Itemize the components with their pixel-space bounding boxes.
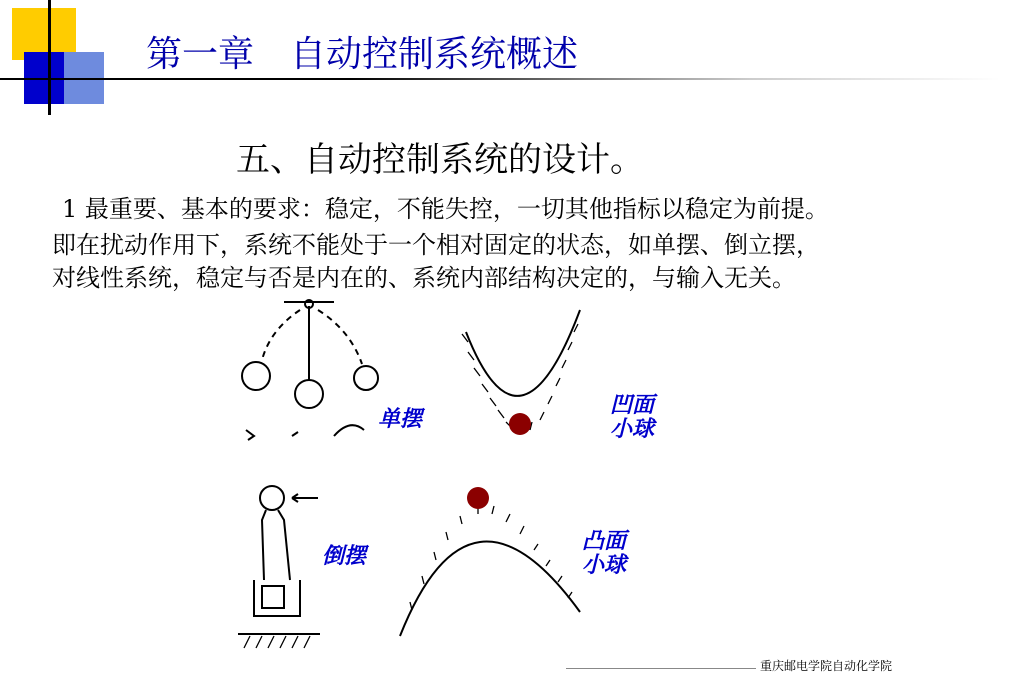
footer-rule [566,668,756,669]
concave-figure [462,310,580,430]
convex-figure [400,506,580,636]
body-line-2: 即在扰动作用下，系统不能处于一个相对固定的状态，如单摆、倒立摆， [52,231,820,259]
body-line-3: 对线性系统，稳定与否是内在的、系统内部结构决定的，与输入无关。 [52,264,796,292]
section-heading: 五、自动控制系统的设计。 [236,140,644,180]
pendulum-figure [242,300,378,440]
body-line-1: 1 最重要、基本的要求：稳定，不能失控，一切其他指标以稳定为前提。 [62,195,829,223]
pendulum-label: 单摆 [378,407,423,432]
concave-ball-label: 凹面小球 [610,393,655,442]
inverted-pendulum-figure [238,486,320,648]
convex-ball-label: 凸面小球 [582,529,627,578]
convex-ball [467,487,489,509]
concave-ball [509,413,531,435]
chapter-title: 第一章 自动控制系统概述 [146,34,579,75]
inverted-pendulum-label: 倒摆 [322,544,367,569]
footer-institution: 重庆邮电学院自动化学院 [760,659,893,673]
